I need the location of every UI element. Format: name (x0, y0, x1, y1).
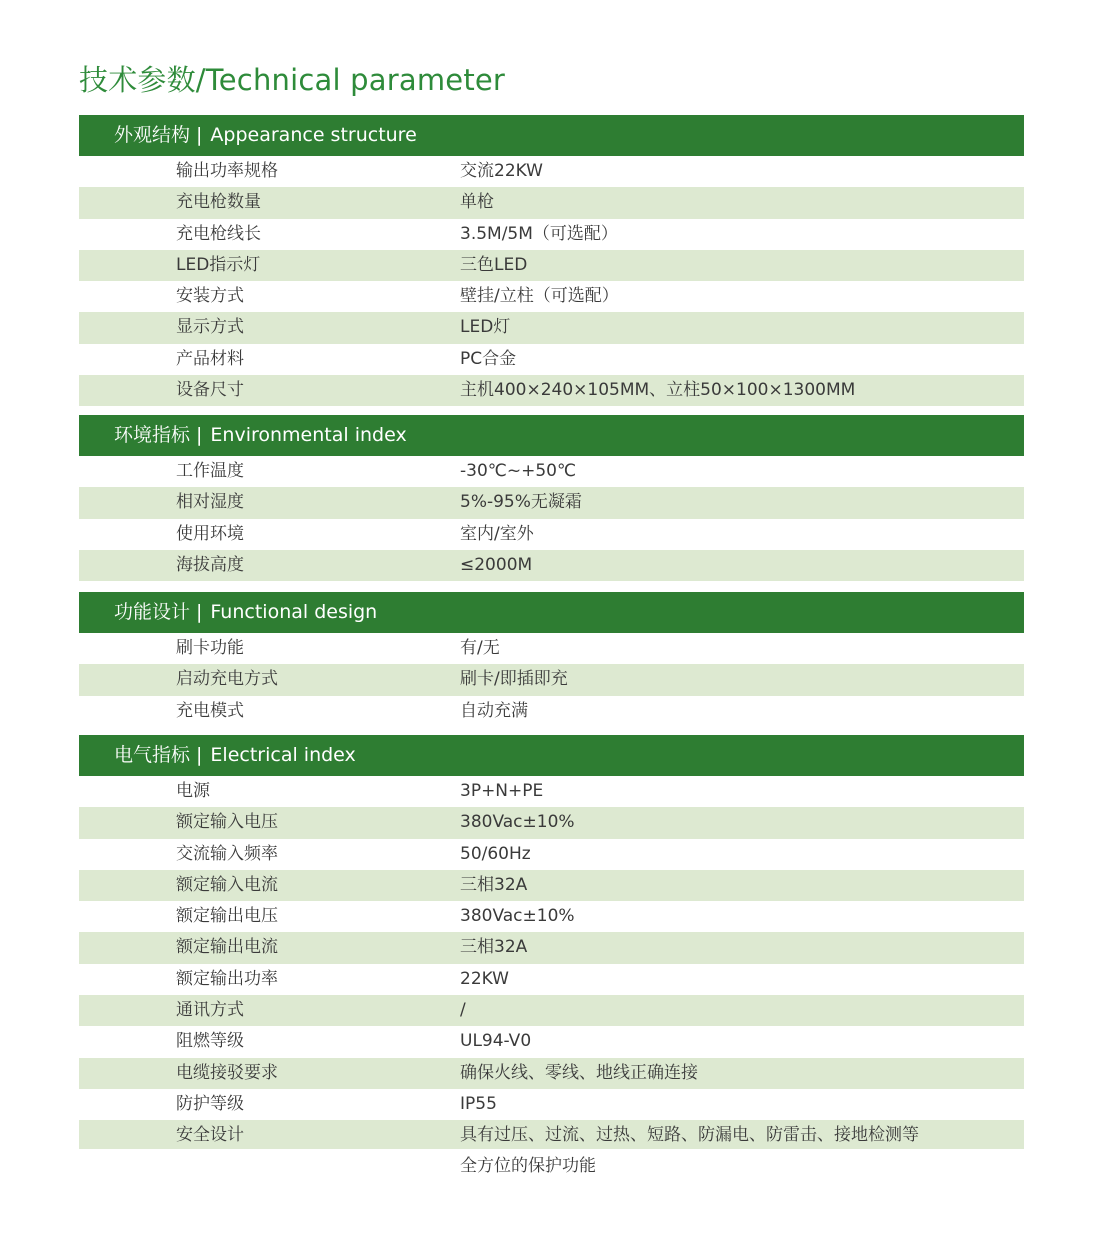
spec-row (79, 964, 1024, 995)
spec-row (79, 550, 1024, 581)
section-functional (79, 592, 1024, 727)
spec-row (79, 932, 1024, 963)
spec-label: 启动充电方式 (176, 669, 278, 690)
section-header (79, 735, 1024, 776)
section-title-en: Environmental index (210, 424, 407, 446)
spec-value: 确保火线、零线、地线正确连接 (460, 1062, 698, 1083)
spec-label: 通讯方式 (176, 1000, 244, 1021)
spec-row (79, 219, 1024, 250)
spec-label: 额定输出电压 (176, 906, 278, 927)
spec-value: 壁挂/立柱（可选配） (460, 286, 619, 307)
spec-row (79, 187, 1024, 218)
spec-value: 3P+N+PE (460, 781, 544, 801)
spec-label: 充电枪线长 (176, 223, 261, 244)
spec-label: 额定输入电压 (176, 812, 278, 833)
spec-label: 充电枪数量 (176, 192, 261, 213)
section-title-en: Electrical index (210, 744, 356, 766)
spec-label: 设备尺寸 (176, 380, 244, 401)
section-separator: | (196, 601, 203, 623)
spec-row (79, 1026, 1024, 1057)
section-title-cn: 电气指标 (114, 744, 191, 766)
spec-row (79, 250, 1024, 281)
spec-value: 50/60Hz (460, 843, 531, 864)
spec-row (79, 633, 1024, 664)
section-separator: | (196, 744, 203, 766)
spec-row (79, 344, 1024, 375)
section-header (79, 592, 1024, 633)
spec-label: 产品材料 (176, 348, 244, 369)
section-title-en: Functional design (210, 601, 378, 623)
spec-row (79, 839, 1024, 870)
spec-label: 海拔高度 (176, 554, 244, 575)
spec-value: PC合金 (460, 348, 517, 369)
spec-value: -30℃~+50℃ (460, 461, 577, 481)
spec-value: 具有过压、过流、过热、短路、防漏电、防雷击、接地检测等全方位的保护功能 (460, 1125, 919, 1177)
spec-row (79, 456, 1024, 487)
spec-row (79, 375, 1024, 406)
section-title-en: Appearance structure (210, 124, 417, 146)
spec-value: IP55 (460, 1093, 497, 1114)
spec-label: 阻燃等级 (176, 1031, 244, 1052)
spec-label: 额定输出功率 (176, 968, 278, 989)
spec-row (79, 1089, 1024, 1120)
spec-label: 交流输入频率 (176, 843, 278, 864)
spec-row (79, 487, 1024, 518)
section-electrical (79, 735, 1024, 1180)
spec-row (79, 870, 1024, 901)
spec-label: 电源 (176, 781, 210, 801)
section-separator: | (196, 424, 203, 446)
spec-value: 交流22KW (460, 161, 543, 181)
spec-value: UL94-V0 (460, 1031, 532, 1052)
spec-label: LED指示灯 (176, 254, 261, 275)
spec-value: 有/无 (460, 638, 500, 658)
spec-row (79, 696, 1024, 727)
spec-label: 显示方式 (176, 317, 244, 338)
spec-value: 三相32A (460, 874, 528, 895)
section-title-cn: 外观结构 (114, 124, 191, 146)
spec-row (79, 901, 1024, 932)
spec-row (79, 776, 1024, 807)
spec-value: 5%-95%无凝霜 (460, 492, 582, 513)
spec-row (79, 281, 1024, 312)
spec-value: 三相32A (460, 937, 528, 958)
section-appearance (79, 115, 1024, 406)
spec-row (79, 807, 1024, 838)
spec-value: / (460, 1000, 466, 1021)
spec-row (79, 664, 1024, 695)
spec-label: 额定输入电流 (176, 874, 278, 895)
spec-row (79, 519, 1024, 550)
spec-label: 电缆接驳要求 (176, 1062, 278, 1083)
spec-value: ≤2000M (460, 554, 533, 575)
spec-value: 380Vac±10% (460, 812, 575, 833)
spec-value: LED灯 (460, 317, 511, 338)
spec-label: 防护等级 (176, 1093, 244, 1114)
spec-row (79, 995, 1024, 1026)
spec-label: 刷卡功能 (176, 638, 244, 658)
spec-label: 安全设计 (176, 1125, 244, 1146)
spec-row (79, 312, 1024, 343)
section-title-cn: 功能设计 (114, 601, 191, 623)
spec-label: 安装方式 (176, 286, 244, 307)
section-separator: | (196, 124, 203, 146)
spec-value: 3.5M/5M（可选配） (460, 223, 618, 244)
spec-label: 使用环境 (176, 523, 244, 544)
spec-value: 380Vac±10% (460, 906, 575, 927)
spec-row (79, 156, 1024, 187)
spec-value: 刷卡/即插即充 (460, 669, 568, 690)
section-environmental (79, 415, 1024, 581)
spec-value: 三色LED (460, 254, 528, 275)
section-header (79, 415, 1024, 456)
spec-value: 室内/室外 (460, 523, 534, 544)
spec-value: 单枪 (460, 192, 494, 213)
spec-row (79, 1120, 1024, 1180)
spec-label: 相对湿度 (176, 492, 244, 513)
spec-label: 输出功率规格 (176, 161, 278, 181)
spec-value: 主机400×240×105MM、立柱50×100×1300MM (460, 380, 856, 401)
spec-label: 充电模式 (176, 700, 244, 721)
spec-value: 22KW (460, 968, 509, 989)
page-title: 技术参数/Technical parameter (79, 63, 506, 97)
spec-label: 工作温度 (176, 461, 244, 481)
spec-value: 自动充满 (460, 700, 528, 721)
section-header (79, 115, 1024, 156)
section-title-cn: 环境指标 (114, 424, 191, 446)
spec-row (79, 1058, 1024, 1089)
spec-label: 额定输出电流 (176, 937, 278, 958)
